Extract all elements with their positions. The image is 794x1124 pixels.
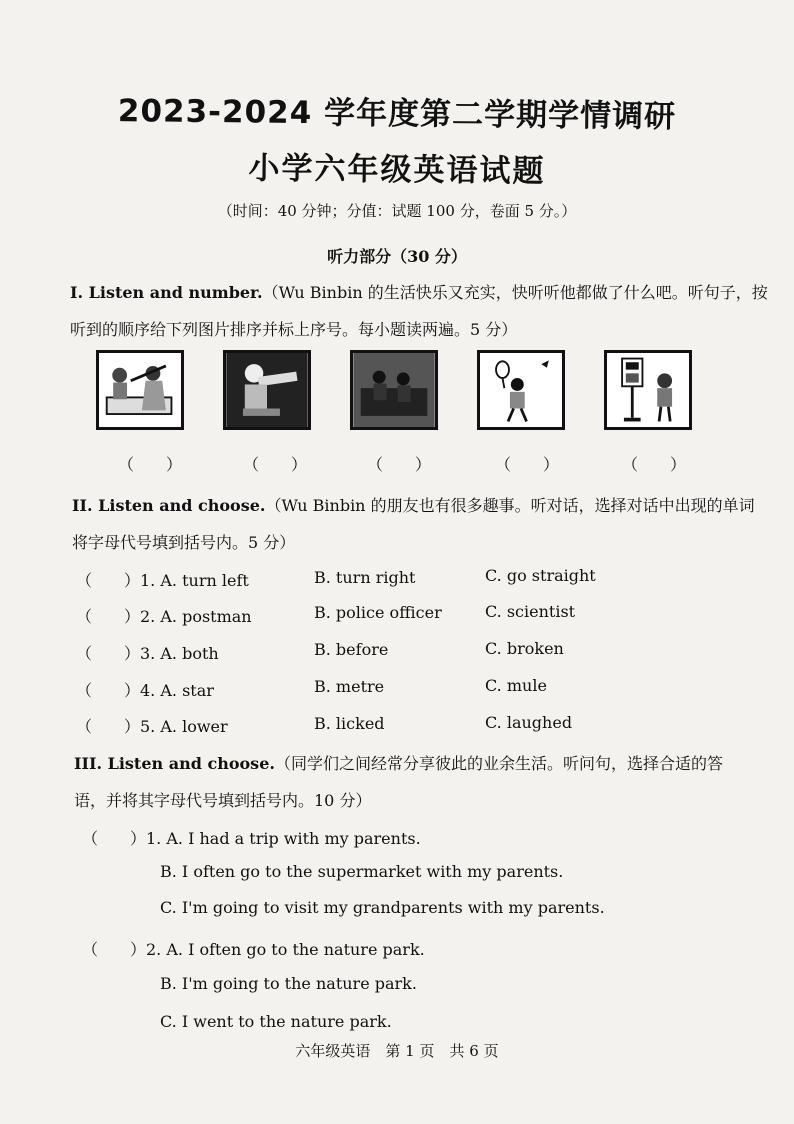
part1-instruction-line2: 听到的顺序给下列图片排序并标上序号。每小题读两遍。5 分） [70,320,518,339]
part2-instruction-line1 [72,493,755,516]
part3-heading: III. Listen and choose. [74,754,275,773]
page-footer: 六年级英语 第 1 页 共 6 页 [295,1042,499,1060]
listening-section-title: 听力部分（30 分） [327,247,467,266]
part2-item-3-c: C. broken [485,639,564,658]
part2-item-5-b: B. licked [314,714,385,733]
part2-item-1-b: B. turn right [314,568,416,587]
picture-answer-blank-4[interactable]: （ ） [495,455,560,474]
people-on-sofa-icon [350,350,438,430]
part2-item-4-b: B. metre [314,677,385,696]
people-at-counter-icon [96,350,184,430]
part2-instruction-line2: 将字母代号填到括号内。5 分） [72,533,296,552]
part3-q2-option-c: C. I went to the nature park. [160,1012,392,1031]
part1-instruction-line1 [70,280,768,303]
part2-heading: II. Listen and choose. [72,496,266,515]
part2-item-3-a: （ ）3. A. both [76,644,219,663]
exam-title-line2: 小学六年级英语试题 [248,150,546,190]
part2-item-5-c: C. laughed [485,713,573,732]
part2-item-4-a: （ ）4. A. star [76,681,214,700]
person-with-telescope-icon [223,350,311,430]
part3-q1-option-c: C. I'm going to visit my grandparents with my parents. [160,898,605,917]
part2-item-2-b: B. police officer [314,603,442,622]
part3-q1-option-b: B. I often go to the supermarket with my parents. [160,862,564,881]
part2-instruction-text: （Wu Binbin 的朋友也有很多趣事。听对话，选择对话中出现的单词 [265,496,755,515]
part1-heading: I. Listen and number. [70,283,263,302]
part2-item-3-b: B. before [314,640,389,659]
picture-answer-blank-1[interactable]: （ ） [118,455,183,474]
exam-title-line1: 2023-2024 学年度第二学期学情调研 [117,93,677,135]
boy-playing-badminton-icon [477,350,565,430]
part2-item-1-a: （ ）1. A. turn left [76,571,249,590]
part3-instruction-text: （同学们之间经常分享彼此的业余生活。听问句，选择合适的答 [274,754,723,773]
part2-item-2-c: C. scientist [485,602,576,621]
part3-q2-option-b: B. I'm going to the nature park. [160,974,417,993]
part3-q1-option-a: （ ）1. A. I had a trip with my parents. [82,829,421,848]
part3-instruction-line2: 语，并将其字母代号填到括号内。10 分） [74,791,372,810]
part2-item-2-a: （ ）2. A. postman [76,607,252,626]
part2-item-4-c: C. mule [485,676,547,695]
exam-subtitle: （时间：40 分钟；分值：试题 100 分，卷面 5 分。） [217,202,577,220]
part3-q2-option-a: （ ）2. A. I often go to the nature park. [82,940,425,959]
part3-instruction-line1 [74,751,723,774]
boy-at-bus-stop-icon [604,350,692,430]
picture-answer-blank-5[interactable]: （ ） [622,455,687,474]
part2-item-1-c: C. go straight [485,566,596,585]
picture-answer-blank-2[interactable]: （ ） [243,455,308,474]
picture-answer-blank-3[interactable]: （ ） [367,455,432,474]
part2-item-5-a: （ ）5. A. lower [76,717,228,736]
part1-instruction-text: （Wu Binbin 的生活快乐又充实，快听听他都做了什么吧。听句子，按 [262,283,768,302]
